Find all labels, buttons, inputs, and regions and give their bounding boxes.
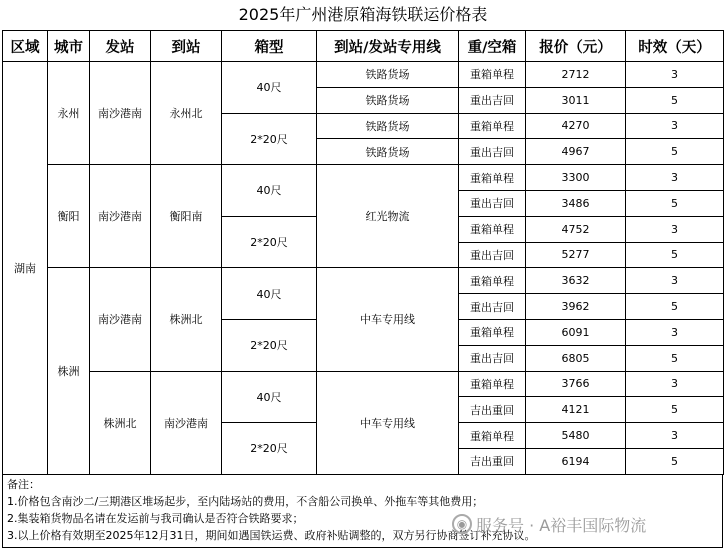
line-cell: 铁路货场 [317,87,459,113]
transit-days-cell: 3 [626,319,724,345]
price-cell: 5480 [526,423,626,449]
load-type-cell: 重箱单程 [459,113,526,139]
transit-days-cell: 3 [626,268,724,294]
line-cell: 红光物流 [317,165,459,268]
line-cell: 中车专用线 [317,371,459,474]
transit-days-cell: 5 [626,190,724,216]
box-type-cell: 2*20尺 [222,319,317,371]
load-type-cell: 吉出重回 [459,448,526,474]
header-row [3,31,724,62]
load-type-cell: 重箱单程 [459,423,526,449]
header-cell: 重/空箱 [459,31,526,62]
line-cell: 铁路货场 [317,113,459,139]
load-type-cell: 吉出重回 [459,397,526,423]
from-station-cell: 南沙港南 [90,62,151,165]
load-type-cell: 重出吉回 [459,87,526,113]
transit-days-cell: 3 [626,165,724,191]
from-station-cell: 南沙港南 [90,268,151,371]
line-cell: 中车专用线 [317,268,459,371]
price-cell: 3632 [526,268,626,294]
transit-days-cell: 5 [626,242,724,268]
region-cell: 湖南 [3,62,48,475]
transit-days-cell: 5 [626,139,724,165]
header-cell: 城市 [48,31,90,62]
transit-days-cell: 5 [626,397,724,423]
header-cell: 到站/发站专用线 [317,31,459,62]
load-type-cell: 重箱单程 [459,268,526,294]
watermark [452,511,720,537]
table-row [3,165,724,191]
price-table [2,30,724,475]
load-type-cell: 重箱单程 [459,319,526,345]
price-cell: 5277 [526,242,626,268]
price-cell: 4752 [526,216,626,242]
table-row [3,62,724,88]
load-type-cell: 重出吉回 [459,294,526,320]
price-cell: 6194 [526,448,626,474]
price-cell: 6805 [526,345,626,371]
load-type-cell: 重箱单程 [459,62,526,88]
load-type-cell: 重箱单程 [459,371,526,397]
header-cell: 到站 [151,31,222,62]
transit-days-cell: 3 [626,62,724,88]
box-type-cell: 40尺 [222,62,317,114]
table-row [3,268,724,294]
price-cell: 4270 [526,113,626,139]
box-type-cell: 40尺 [222,165,317,217]
transit-days-cell: 3 [626,423,724,449]
box-type-cell: 2*20尺 [222,423,317,475]
note-line: 1.价格包含南沙二/三期港区堆场起步，至内陆场站的费用，不含船公司换单、外拖车等其他费用； [7,495,484,508]
load-type-cell: 重出吉回 [459,345,526,371]
box-type-cell: 40尺 [222,268,317,320]
box-type-cell: 2*20尺 [222,216,317,268]
note-line: 备注： [7,478,40,491]
box-type-cell: 2*20尺 [222,113,317,165]
city-cell: 衡阳 [48,165,90,268]
line-cell: 铁路货场 [317,62,459,88]
box-type-cell: 40尺 [222,371,317,423]
header-cell: 箱型 [222,31,317,62]
load-type-cell: 重出吉回 [459,190,526,216]
note-line: 2.集装箱货物品名请在发运前与我司确认是否符合铁路要求； [7,512,304,525]
city-cell: 永州 [48,62,90,165]
price-cell: 3962 [526,294,626,320]
to-station-cell: 南沙港南 [151,371,222,474]
note-line: 3.以上价格有效期至2025年12月31日，期间如遇国铁运费、政府补贴调整的，双方另行协商签订补充协议。 [7,529,536,542]
transit-days-cell: 5 [626,345,724,371]
line-cell: 铁路货场 [317,139,459,165]
transit-days-cell: 5 [626,87,724,113]
header-cell: 报价（元） [526,31,626,62]
header-cell: 区域 [3,31,48,62]
transit-days-cell: 3 [626,216,724,242]
price-cell: 3766 [526,371,626,397]
to-station-cell: 衡阳南 [151,165,222,268]
price-cell: 3011 [526,87,626,113]
header-cell: 时效（天） [626,31,724,62]
header-cell: 发站 [90,31,151,62]
city-cell: 株洲 [48,268,90,474]
transit-days-cell: 5 [626,294,724,320]
transit-days-cell: 3 [626,371,724,397]
sheet-title: 2025年广州港原箱海铁联运价格表 [238,5,488,24]
price-cell: 6091 [526,319,626,345]
price-cell: 2712 [526,62,626,88]
load-type-cell: 重箱单程 [459,216,526,242]
transit-days-cell: 3 [626,113,724,139]
price-cell: 3300 [526,165,626,191]
from-station-cell: 株洲北 [90,371,151,474]
price-cell: 3486 [526,190,626,216]
to-station-cell: 永州北 [151,62,222,165]
to-station-cell: 株洲北 [151,268,222,371]
wechat-icon: ◉ [452,514,472,534]
table-row [3,371,724,397]
transit-days-cell: 5 [626,448,724,474]
load-type-cell: 重出吉回 [459,242,526,268]
load-type-cell: 重箱单程 [459,165,526,191]
price-cell: 4967 [526,139,626,165]
watermark-text: 服务号 · A裕丰国际物流 [476,515,647,535]
price-cell: 4121 [526,397,626,423]
from-station-cell: 南沙港南 [90,165,151,268]
load-type-cell: 重出吉回 [459,139,526,165]
